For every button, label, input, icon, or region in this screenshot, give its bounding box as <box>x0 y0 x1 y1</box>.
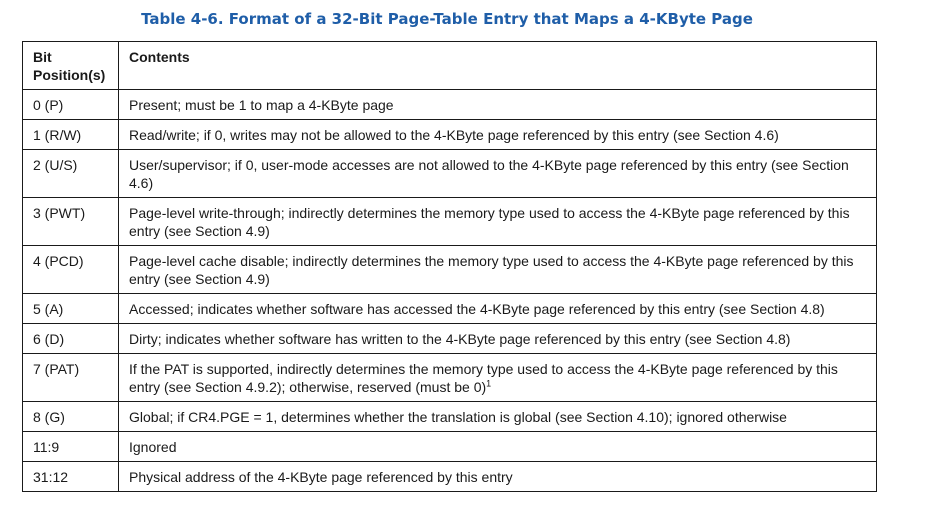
table-row <box>23 324 877 354</box>
contents-text: If the PAT is supported, indirectly determines the memory type used to access the 4-KByte page referenced by this entry (see Section 4.9.2); otherwise, reserved (must be 0) <box>129 361 838 395</box>
contents-cell: Page-level cache disable; indirectly determines the memory type used to access the 4-KByte page referenced by this entry (see Section 4.9) <box>119 246 877 294</box>
page-table-entry-format-table <box>22 41 877 492</box>
contents-cell: Physical address of the 4-KByte page referenced by this entry <box>119 462 877 492</box>
header-contents: Contents <box>119 42 877 90</box>
table-row <box>23 354 877 402</box>
bit-cell: 8 (G) <box>23 402 119 432</box>
contents-cell: Page-level write-through; indirectly determines the memory type used to access the 4-KByte page referenced by this entry (see Section 4.9) <box>119 198 877 246</box>
contents-cell: Global; if CR4.PGE = 1, determines whether the translation is global (see Section 4.10); ignored otherwise <box>119 402 877 432</box>
table-row <box>23 246 877 294</box>
contents-cell: Ignored <box>119 432 877 462</box>
bit-cell: 0 (P) <box>23 90 119 120</box>
table-row <box>23 402 877 432</box>
contents-cell: Present; must be 1 to map a 4-KByte page <box>119 90 877 120</box>
contents-cell: User/supervisor; if 0, user-mode accesses are not allowed to the 4-KByte page referenced by this entry (see Section 4.6) <box>119 150 877 198</box>
bit-cell: 1 (R/W) <box>23 120 119 150</box>
bit-cell: 4 (PCD) <box>23 246 119 294</box>
bit-cell: 3 (PWT) <box>23 198 119 246</box>
table-header-row <box>23 42 877 90</box>
table-row <box>23 432 877 462</box>
header-bit-positions: Bit Position(s) <box>23 42 119 90</box>
bit-cell: 2 (U/S) <box>23 150 119 198</box>
table-row <box>23 294 877 324</box>
table-row <box>23 90 877 120</box>
contents-cell <box>119 354 877 402</box>
table-title: Table 4-6. Format of a 32-Bit Page-Table Entry that Maps a 4-KByte Page <box>141 10 753 28</box>
footnote-marker: 1 <box>486 378 492 389</box>
contents-cell: Read/write; if 0, writes may not be allowed to the 4-KByte page referenced by this entry (see Section 4.6) <box>119 120 877 150</box>
table-row <box>23 198 877 246</box>
bit-cell: 31:12 <box>23 462 119 492</box>
table-row <box>23 462 877 492</box>
bit-cell: 7 (PAT) <box>23 354 119 402</box>
bit-cell: 11:9 <box>23 432 119 462</box>
contents-cell: Accessed; indicates whether software has accessed the 4-KByte page referenced by this entry (see Section 4.8) <box>119 294 877 324</box>
contents-cell: Dirty; indicates whether software has written to the 4-KByte page referenced by this entry (see Section 4.8) <box>119 324 877 354</box>
table-row <box>23 120 877 150</box>
bit-cell: 6 (D) <box>23 324 119 354</box>
bit-cell: 5 (A) <box>23 294 119 324</box>
table-row <box>23 150 877 198</box>
